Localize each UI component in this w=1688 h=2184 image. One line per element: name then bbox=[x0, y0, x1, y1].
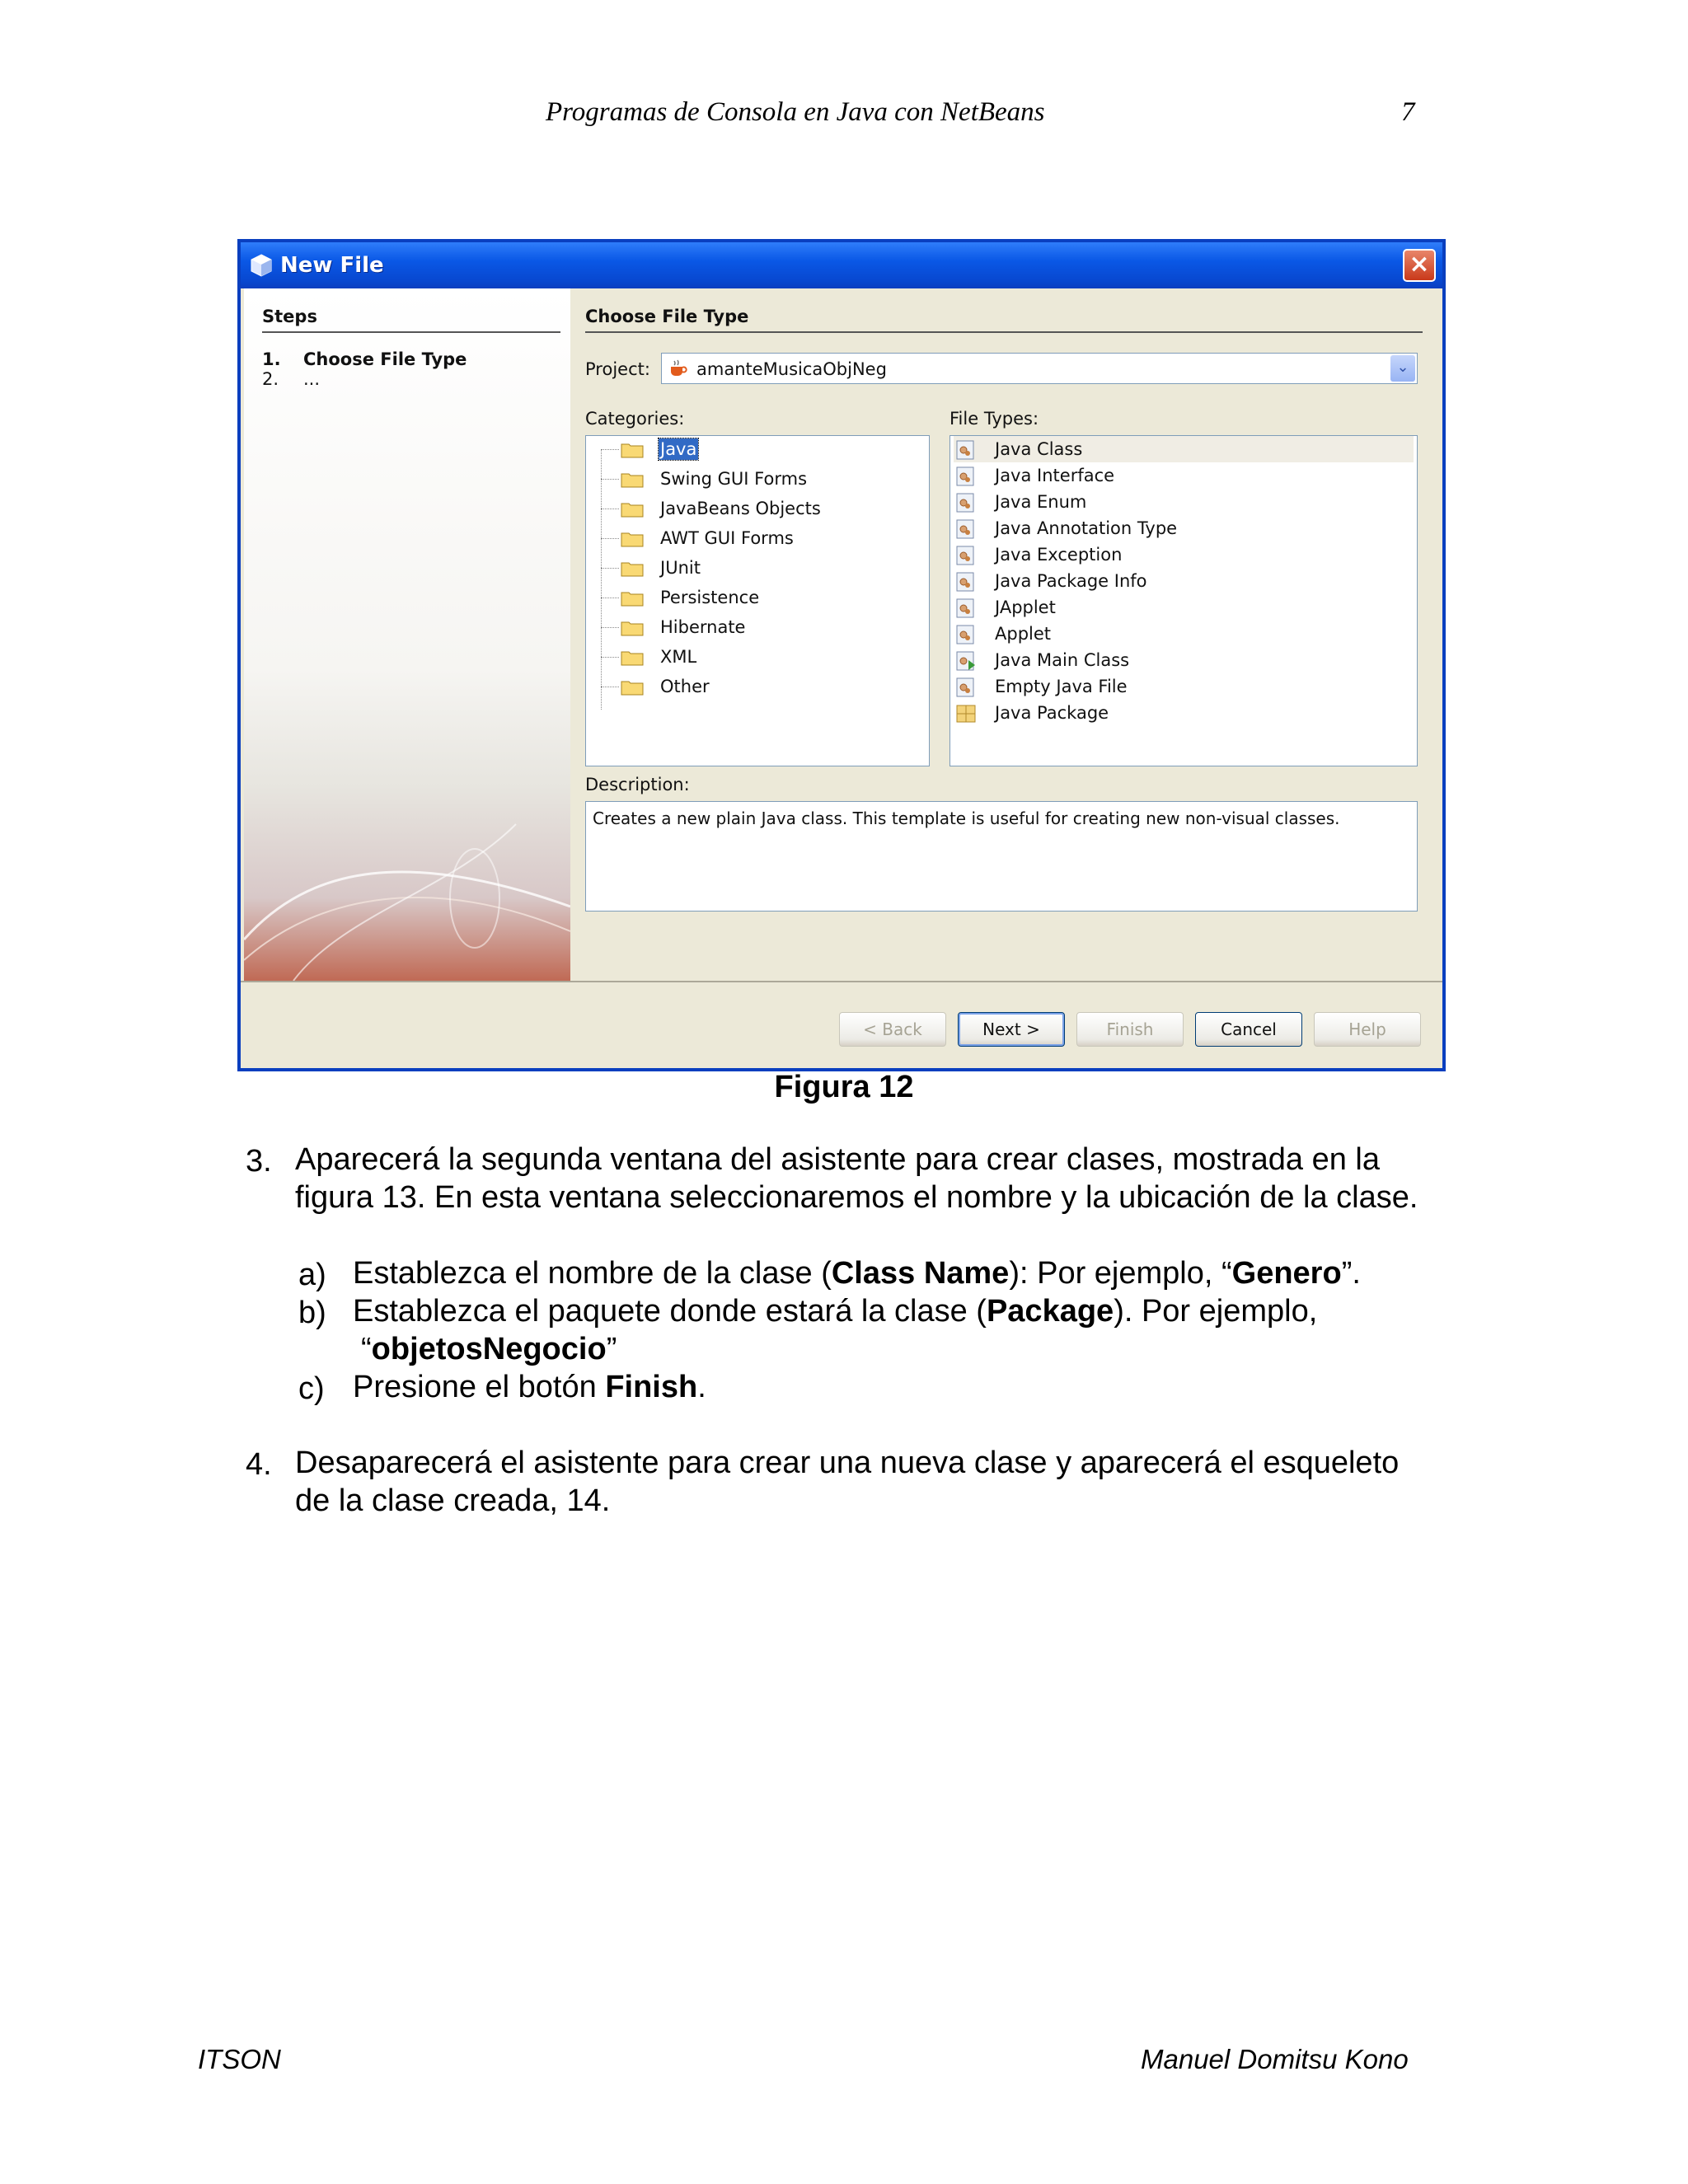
project-dropdown[interactable] bbox=[661, 353, 1418, 384]
list-item-text: Aparecerá la segunda ventana del asistente para crear clases, mostrada en la figura 13. En esta ventana seleccionaremos el nombre y la ubicación de la clase. bbox=[295, 1142, 1418, 1215]
step-label: Choose File Type bbox=[303, 349, 467, 369]
folder-icon bbox=[621, 441, 644, 458]
description-text: Creates a new plain Java class. This template is useful for creating new non-visual classes. bbox=[585, 801, 1418, 912]
steps-panel bbox=[244, 288, 570, 981]
file-type-item[interactable]: Java Interface bbox=[954, 462, 1414, 489]
figure-caption: Figura 12 bbox=[774, 1070, 914, 1104]
java-main-class-icon bbox=[955, 650, 977, 672]
file-types-list[interactable] bbox=[950, 435, 1418, 766]
back-button[interactable]: < Back bbox=[839, 1012, 946, 1047]
file-type-item[interactable]: Empty Java File bbox=[954, 673, 1414, 700]
page-number: 7 bbox=[1401, 97, 1415, 127]
sublist-label: c) bbox=[298, 1371, 325, 1406]
list-item-text: Desaparecerá el asistente para crear una nueva clase y aparecerá el esqueleto de la clase creada, 14. bbox=[295, 1446, 1400, 1518]
steps-title: Steps bbox=[262, 307, 317, 326]
next-button[interactable]: Next > bbox=[958, 1012, 1065, 1047]
folder-icon bbox=[621, 471, 644, 488]
folder-icon bbox=[621, 619, 644, 636]
dialog-button-bar bbox=[241, 981, 1442, 1068]
step-label: ... bbox=[303, 369, 321, 389]
chevron-down-icon[interactable]: ⌄ bbox=[1390, 355, 1415, 382]
japplet-icon bbox=[955, 598, 977, 619]
file-type-item[interactable]: Applet bbox=[954, 621, 1414, 647]
folder-icon bbox=[621, 500, 644, 518]
folder-icon bbox=[621, 678, 644, 696]
cancel-button[interactable]: Cancel bbox=[1195, 1012, 1302, 1047]
empty-java-file-icon bbox=[955, 677, 977, 698]
java-coffee-cup-icon bbox=[668, 359, 688, 378]
folder-icon bbox=[621, 589, 644, 607]
project-value: amanteMusicaObjNeg bbox=[696, 359, 887, 379]
finish-button[interactable]: Finish bbox=[1076, 1012, 1184, 1047]
file-type-item[interactable]: JApplet bbox=[954, 594, 1414, 621]
java-interface-icon bbox=[955, 466, 977, 487]
description-label: Description: bbox=[585, 775, 690, 794]
project-label: Project: bbox=[585, 359, 650, 379]
java-enum-icon bbox=[955, 492, 977, 513]
list-number: 4. bbox=[246, 1447, 272, 1482]
step-item bbox=[262, 369, 320, 389]
steps-divider bbox=[262, 331, 560, 333]
folder-icon bbox=[621, 560, 644, 577]
close-button[interactable] bbox=[1403, 249, 1436, 282]
file-type-item[interactable]: Java Enum bbox=[954, 489, 1414, 515]
folder-icon bbox=[621, 649, 644, 666]
page-header bbox=[0, 97, 1688, 138]
section-divider bbox=[585, 331, 1423, 333]
java-annotation-icon bbox=[955, 518, 977, 540]
document-title: Programas de Consola en Java con NetBeans bbox=[546, 97, 1045, 127]
dialog-title: New File bbox=[280, 253, 384, 278]
decorative-swirl-graphic bbox=[244, 816, 570, 981]
main-panel bbox=[570, 288, 1442, 981]
java-exception-icon bbox=[955, 545, 977, 566]
sublist-item-text: Establezca el nombre de la clase (Class Name): Por ejemplo, “Genero”. bbox=[353, 1256, 1361, 1291]
new-file-dialog bbox=[237, 239, 1446, 1071]
file-type-item[interactable]: Java Package bbox=[954, 700, 1414, 726]
footer-author: Manuel Domitsu Kono bbox=[1141, 2044, 1409, 2074]
sublist-item-text: Presione el botón Finish. bbox=[353, 1370, 706, 1404]
sublist-label: b) bbox=[298, 1296, 326, 1330]
sublist-item-text: Establezca el paquete donde estará la clase (Package). Por ejemplo, “objetosNegocio” bbox=[353, 1294, 1318, 1366]
file-types-label: File Types: bbox=[950, 409, 1039, 429]
file-type-item[interactable]: Java Annotation Type bbox=[954, 515, 1414, 541]
file-type-item[interactable]: Java Exception bbox=[954, 541, 1414, 568]
footer-institution: ITSON bbox=[198, 2044, 281, 2074]
list-number: 3. bbox=[246, 1144, 272, 1179]
help-button[interactable]: Help bbox=[1314, 1012, 1421, 1047]
categories-tree[interactable]: Java Swing GUI Forms JavaBeans Objects AWT GUI Forms JUnit Persistence Hibernate XML Other bbox=[585, 435, 930, 766]
dialog-titlebar[interactable] bbox=[241, 242, 1442, 288]
tree-connector bbox=[601, 449, 602, 710]
file-type-item[interactable]: Java Class bbox=[954, 436, 1414, 462]
categories-label: Categories: bbox=[585, 409, 685, 429]
java-class-icon bbox=[955, 439, 977, 461]
sublist-label: a) bbox=[298, 1258, 326, 1292]
step-number: 1. bbox=[262, 349, 281, 369]
file-type-item[interactable]: Java Package Info bbox=[954, 568, 1414, 594]
file-type-item[interactable]: Java Main Class bbox=[954, 647, 1414, 673]
step-item bbox=[262, 349, 467, 369]
applet-icon bbox=[955, 624, 977, 645]
java-package-info-icon bbox=[955, 571, 977, 593]
netbeans-cube-icon bbox=[251, 254, 272, 277]
close-icon: × bbox=[1409, 250, 1430, 279]
java-package-icon bbox=[955, 703, 977, 724]
folder-icon bbox=[621, 530, 644, 547]
section-title: Choose File Type bbox=[585, 307, 749, 326]
step-number: 2. bbox=[262, 369, 279, 389]
